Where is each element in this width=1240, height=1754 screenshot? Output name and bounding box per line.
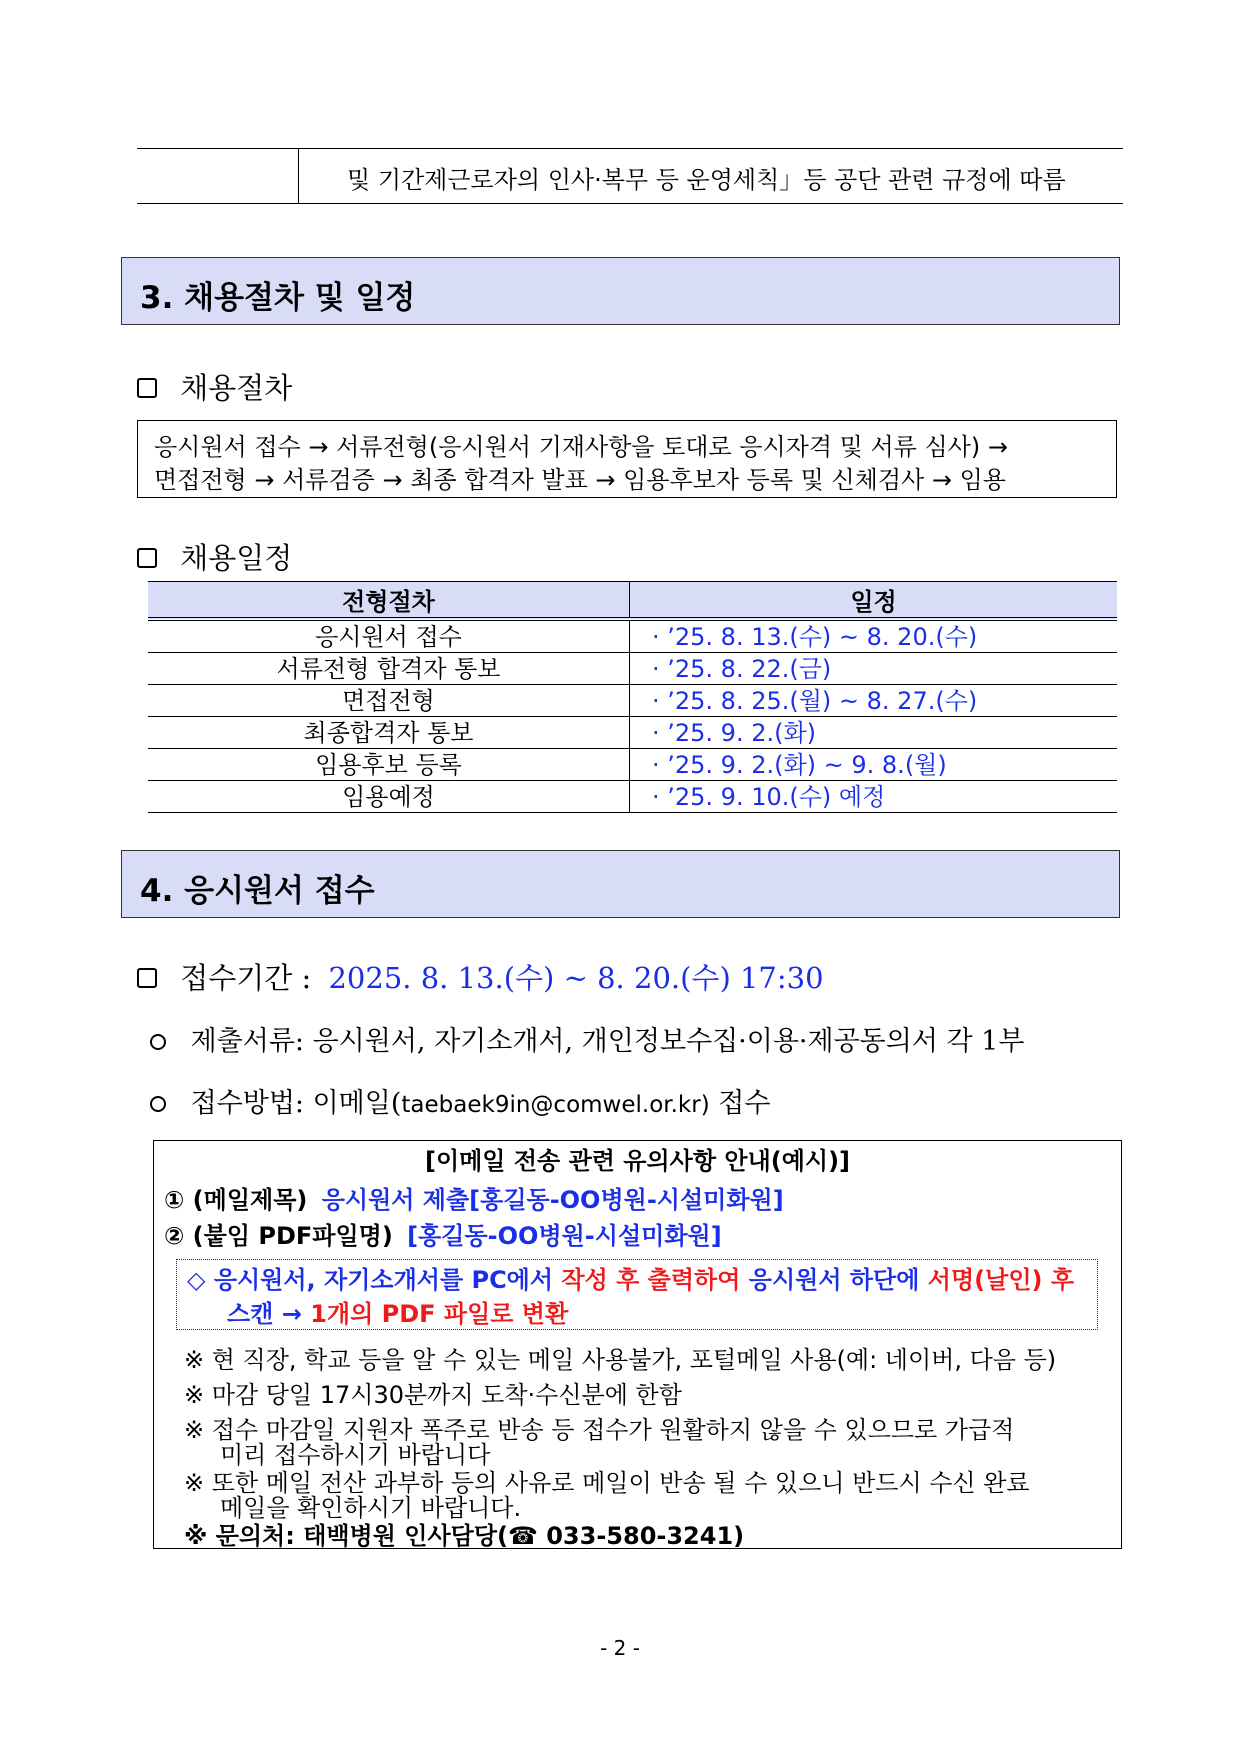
step-cell: 임용예정: [148, 781, 630, 813]
section-3-title: 3. 채용절차 및 일정: [140, 280, 416, 316]
table-row: [148, 781, 1117, 813]
notice-title: [이메일 전송 관련 유의사항 안내(예시)]: [424, 1147, 851, 1175]
method-line: 접수방법: 이메일(taebaek9in@comwel.or.kr) 접수: [150, 1081, 770, 1120]
contact-email-link[interactable]: taebaek9in@comwel.or.kr): [401, 1092, 710, 1118]
checkbox-icon: [137, 378, 157, 398]
table-column-divider: [298, 149, 299, 203]
table-row: [148, 653, 1117, 685]
contact-info: ※ 문의처: 태백병원 인사담당(☎ 033-580-3241): [184, 1522, 745, 1550]
conversion-line-2: 스캔 → 1개의 PDF 파일로 변환: [227, 1300, 569, 1328]
conversion-line-1: ◇ 응시원서, 자기소개서를 PC에서 작성 후 출력하여 응시원서 하단에 서명(날인) 후: [187, 1266, 1075, 1294]
table-row: [148, 685, 1117, 717]
date-cell: · ’25. 8. 13.(수) ~ 8. 20.(수): [630, 619, 1118, 653]
step-cell: 응시원서 접수: [148, 619, 630, 653]
step-cell: 최종합격자 통보: [148, 717, 630, 749]
section-4-header: [121, 850, 1120, 918]
checkbox-icon: [137, 548, 157, 568]
schedule-header-row: [148, 582, 1117, 620]
table-row: [148, 749, 1117, 781]
checkbox-icon: [137, 968, 157, 988]
documents-text: 제출서류: 응시원서, 자기소개서, 개인정보수집·이용·제공동의서 각 1부: [190, 1026, 1025, 1057]
period-line: [137, 956, 824, 997]
page-number: - 2 -: [600, 1636, 640, 1660]
procedure-line-1: 응시원서 접수 → 서류전형(응시원서 기재사항을 토대로 응시자격 및 서류 심사) →: [154, 433, 1008, 461]
step-cell: 면접전형: [148, 685, 630, 717]
bullet-circle-icon: [150, 1034, 166, 1050]
period-label: 접수기간 :: [180, 961, 312, 995]
note-line: ※ 현 직장, 학교 등을 알 수 있는 메일 사용불가, 포털메일 사용(예: 네이버, 다음 등): [184, 1346, 1057, 1374]
note-line: ※ 또한 메일 전산 과부하 등의 사유로 메일이 반송 될 수 있으니 반드시 수신 완료: [184, 1469, 1030, 1497]
date-cell: · ’25. 9. 2.(화) ~ 9. 8.(월): [630, 749, 1118, 781]
step-cell: 서류전형 합격자 통보: [148, 653, 630, 685]
date-cell: · ’25. 9. 2.(화): [630, 717, 1118, 749]
section-3-header: [121, 257, 1120, 325]
notice-item-1: ① (메일제목) 응시원서 제출[홍길동-OO병원-시설미화원]: [164, 1186, 784, 1214]
period-value: 2025. 8. 13.(수) ~ 8. 20.(수) 17:30: [328, 961, 824, 995]
section-4-title: 4. 응시원서 접수: [140, 873, 375, 909]
date-cell: · ’25. 9. 10.(수) 예정: [630, 781, 1118, 813]
date-cell: · ’25. 8. 25.(월) ~ 8. 27.(수): [630, 685, 1118, 717]
conversion-instruction-box: [176, 1259, 1098, 1330]
schedule-heading: 채용일정: [137, 536, 292, 577]
regulation-text: 및 기간제근로자의 인사·복무 등 운영세칙」등 공단 관련 규정에 따름: [347, 166, 1066, 194]
procedure-line-2: 면접전형 → 서류검증 → 최종 합격자 발표 → 임용후보자 등록 및 신체검사 → 임용: [154, 466, 1006, 494]
note-line: ※ 마감 당일 17시30분까지 도착·수신분에 한함: [184, 1381, 682, 1409]
table-row: [148, 717, 1117, 749]
regulation-table-row: [137, 148, 1123, 204]
step-cell: 임용후보 등록: [148, 749, 630, 781]
table-row: [148, 619, 1117, 653]
note-line: ※ 접수 마감일 지원자 폭주로 반송 등 접수가 원활하지 않을 수 있으므로 가급적: [184, 1416, 1015, 1444]
header-date: 일정: [630, 582, 1118, 620]
header-step: 전형절차: [148, 582, 630, 620]
note-line: 메일을 확인하시기 바랍니다.: [220, 1494, 522, 1522]
procedure-box: [137, 420, 1117, 498]
notice-item-2: ② (붙임 PDF파일명) [홍길동-OO병원-시설미화원]: [164, 1222, 722, 1250]
note-line: 미리 접수하시기 바랍니다: [220, 1441, 491, 1469]
procedure-heading: 채용절차: [137, 366, 292, 407]
date-cell: · ’25. 8. 22.(금): [630, 653, 1118, 685]
bullet-circle-icon: [150, 1096, 166, 1112]
schedule-table: [148, 581, 1117, 813]
documents-line: [150, 1019, 1024, 1058]
email-notice-box: [153, 1140, 1122, 1549]
